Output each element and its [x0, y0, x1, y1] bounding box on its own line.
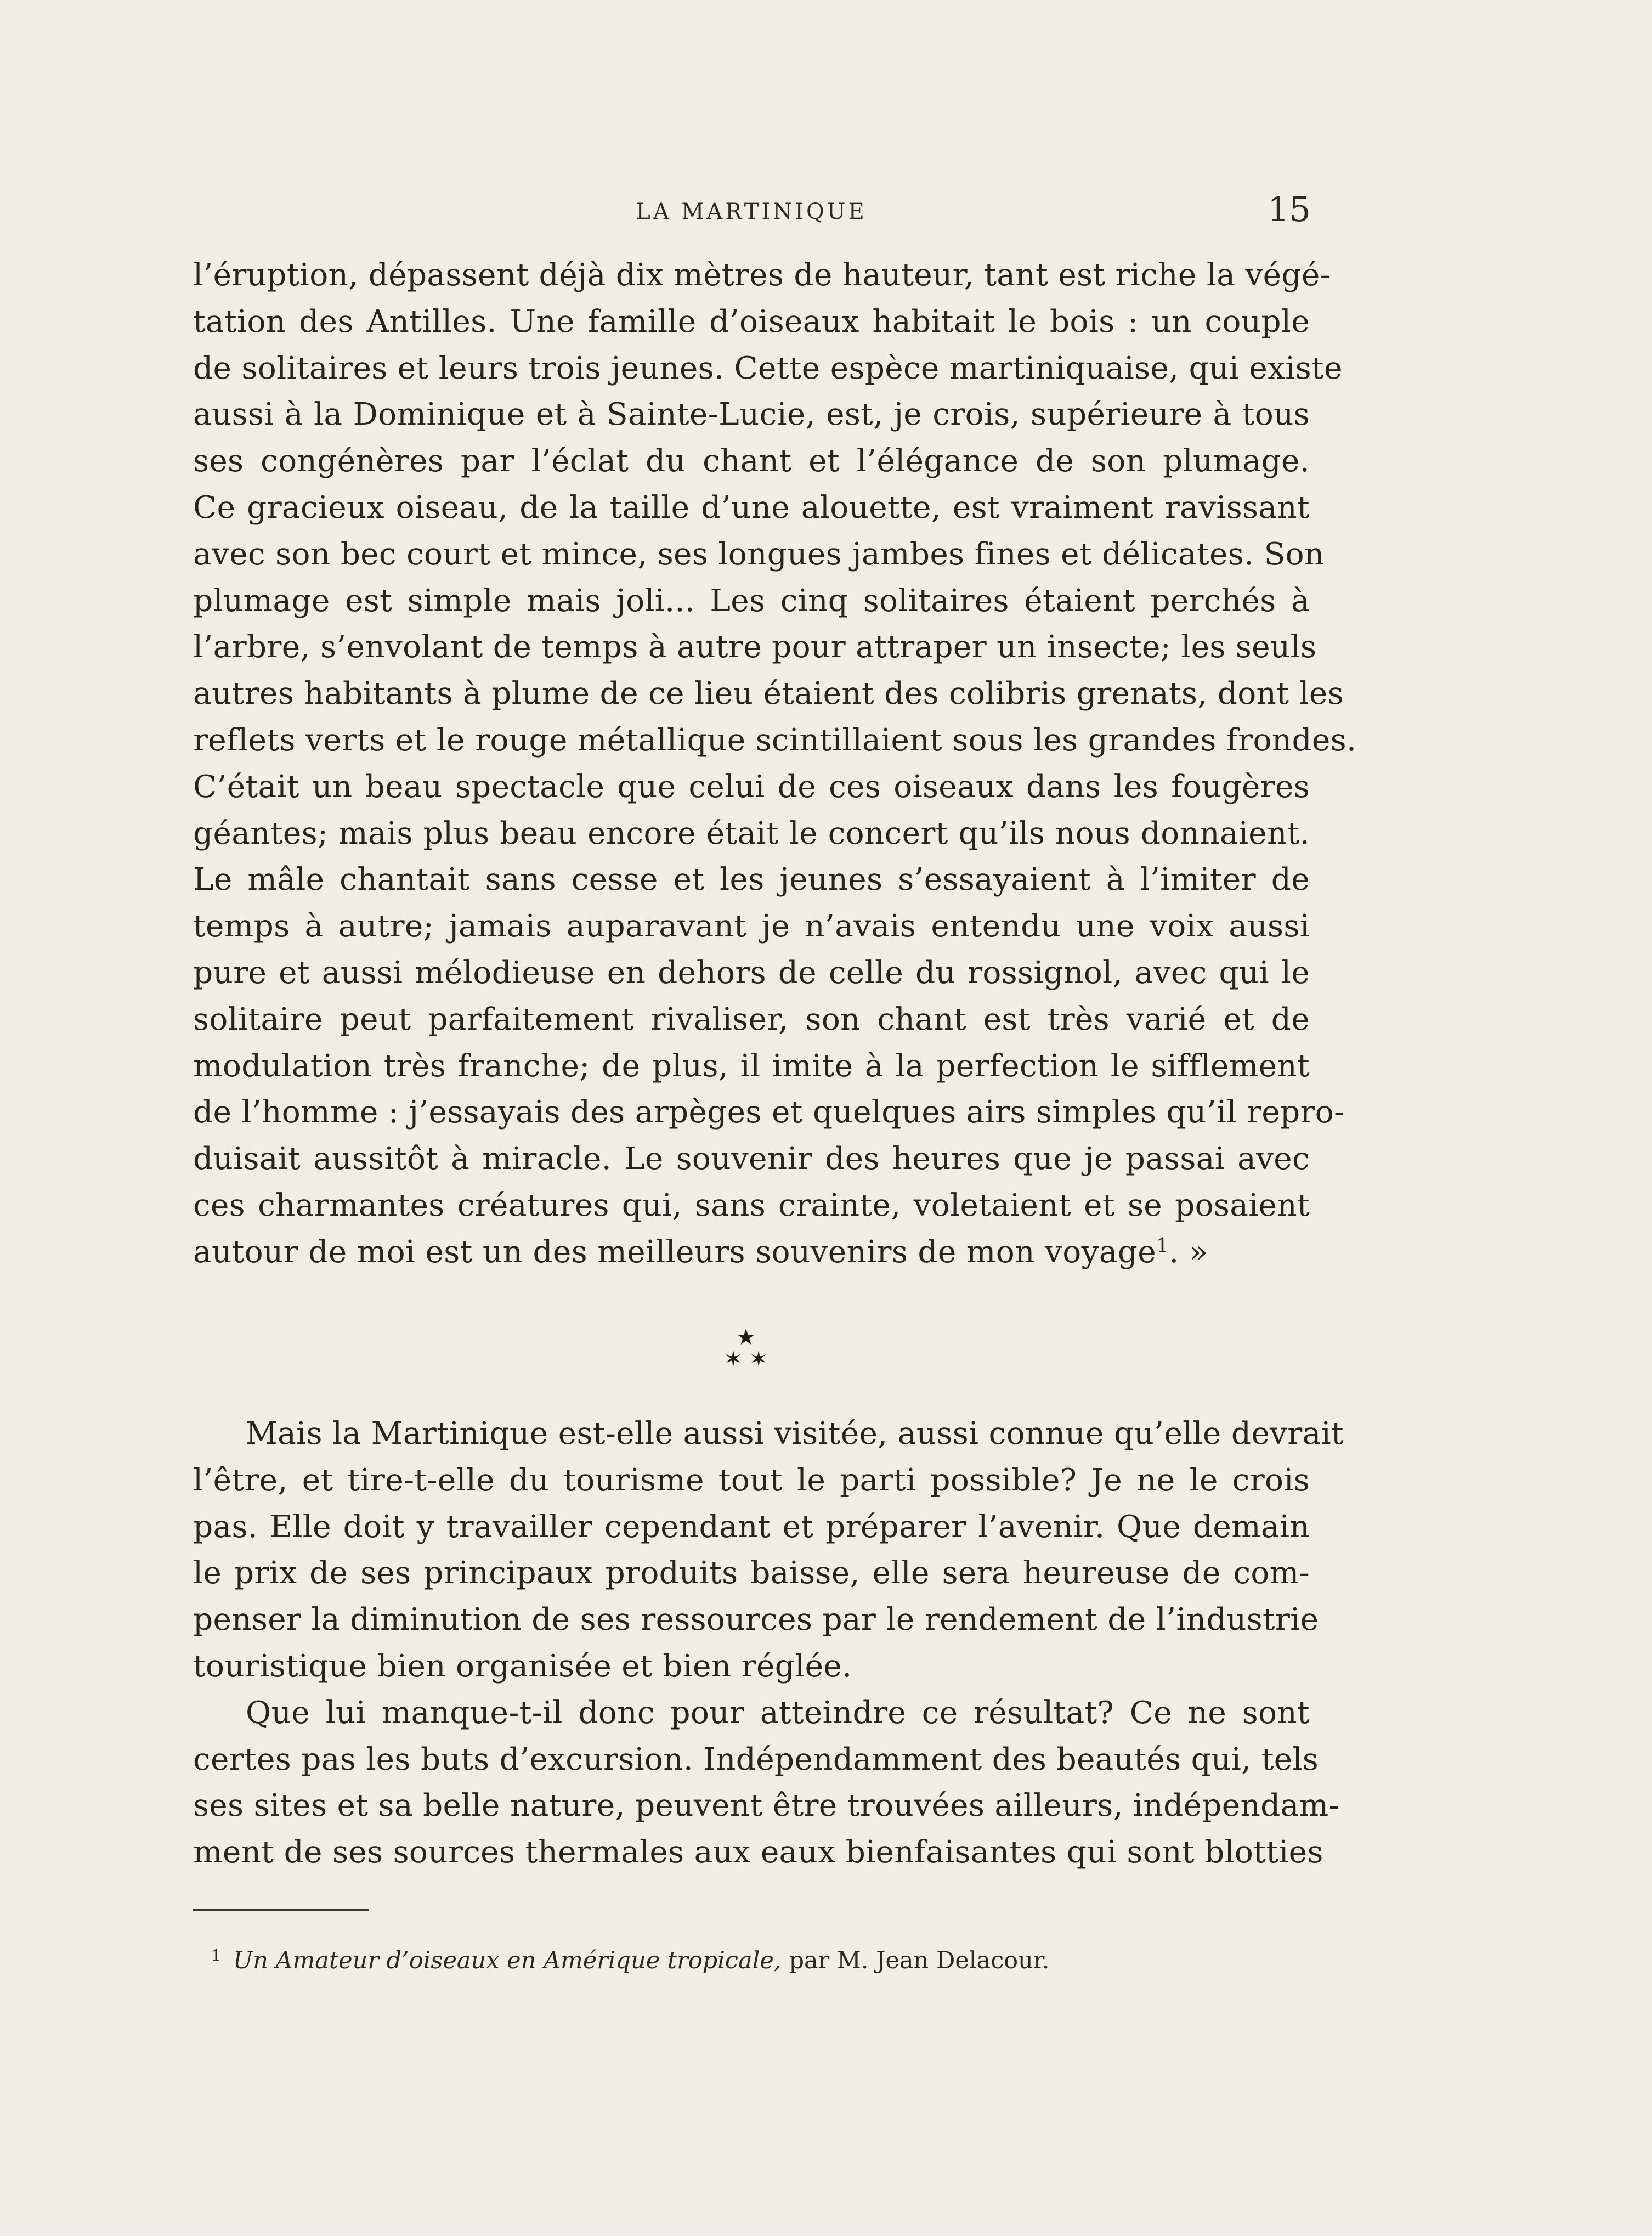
- footnote-reference[interactable]: 1: [1156, 1234, 1169, 1257]
- closing-quote: . »: [1169, 1234, 1208, 1270]
- footnote-divider: [193, 1909, 369, 1911]
- text-line: le prix de ses principaux produits baisse, elle sera heureuse de com-: [193, 1555, 1310, 1591]
- asterism-stars-bottom: ✶ ✶: [724, 1347, 768, 1372]
- paragraph-quote: [193, 252, 1357, 1276]
- text-line: plumage est simple mais joli... Les cinq solitaires étaient perchés à: [193, 583, 1310, 619]
- asterism-star-top: ★: [736, 1325, 756, 1350]
- text-line: Mais la Martinique est-elle aussi visitée, aussi connue qu’elle devrait: [246, 1416, 1344, 1452]
- text-line: modulation très franche; de plus, il imite à la perfection le sifflement: [193, 1048, 1310, 1084]
- text-line: tation des Antilles. Une famille d’oiseaux habitait le bois : un couple: [193, 303, 1310, 340]
- text-line: ses congénères par l’éclat du chant et l’élégance de son plumage.: [193, 443, 1310, 479]
- text-line: solitaire peut parfaitement rivaliser, son chant est très varié et de: [193, 1001, 1310, 1037]
- footnote: [211, 1946, 1049, 1974]
- text-line: l’éruption, dépassent déjà dix mètres de hauteur, tant est riche la végé-: [193, 257, 1331, 293]
- text-line: duisait aussitôt à miracle. Le souvenir des heures que je passai avec: [193, 1141, 1310, 1177]
- running-header: [192, 189, 1311, 233]
- text-line: touristique bien organisée et bien réglée.: [193, 1648, 852, 1684]
- text-line: Que lui manque-t-il donc pour atteindre ce résultat? Ce ne sont: [246, 1695, 1310, 1731]
- text-line-last: [193, 1229, 1310, 1276]
- text-line-content: autour de moi est un des meilleurs souvenirs de mon voyage: [193, 1234, 1156, 1270]
- footnote-book-title: Un Amateur d’oiseaux en Amérique tropicale,: [233, 1947, 782, 1974]
- text-line: reflets verts et le rouge métallique scintillaient sous les grandes frondes.: [193, 722, 1357, 758]
- text-line: ces charmantes créatures qui, sans crainte, voletaient et se posaient: [193, 1187, 1310, 1223]
- text-line: pure et aussi mélodieuse en dehors de celle du rossignol, avec qui le: [193, 955, 1310, 991]
- footnote-marker: 1: [211, 1946, 221, 1964]
- text-line: autres habitants à plume de ce lieu étaient des colibris grenats, dont les: [193, 676, 1344, 712]
- text-line: temps à autre; jamais auparavant je n’avais entendu une voix aussi: [193, 908, 1310, 945]
- text-line: de solitaires et leurs trois jeunes. Cette espèce martiniquaise, qui existe: [193, 350, 1343, 386]
- text-line: pas. Elle doit y travailler cependant et préparer l’avenir. Que demain: [193, 1509, 1310, 1545]
- text-line: ment de ses sources thermales aux eaux bienfaisantes qui sont blotties: [193, 1834, 1323, 1871]
- text-line: Le mâle chantait sans cesse et les jeunes s’essayaient à l’imiter de: [193, 862, 1310, 898]
- asterism-divider: [702, 1326, 790, 1387]
- text-line: aussi à la Dominique et à Sainte-Lucie, est, je crois, supérieure à tous: [193, 397, 1310, 433]
- text-line: certes pas les buts d’excursion. Indépendamment des beautés qui, tels: [193, 1741, 1319, 1777]
- paragraph-tourism: [193, 1411, 1344, 1876]
- text-line: Ce gracieux oiseau, de la taille d’une alouette, est vraiment ravissant: [193, 489, 1310, 526]
- footnote-author: par M. Jean Delacour.: [789, 1947, 1050, 1974]
- text-line: géantes; mais plus beau encore était le concert qu’ils nous donnaient.: [193, 815, 1310, 851]
- text-line: l’arbre, s’envolant de temps à autre pour attraper un insecte; les seuls: [193, 629, 1317, 665]
- page-number: 15: [1268, 189, 1311, 229]
- text-line: C’était un beau spectacle que celui de ces oiseaux dans les fougères: [193, 769, 1310, 805]
- text-line: penser la diminution de ses ressources par le rendement de l’industrie: [193, 1602, 1319, 1638]
- text-line: de l’homme : j’essayais des arpèges et quelques airs simples qu’il repro-: [193, 1094, 1345, 1131]
- text-line: ses sites et sa belle nature, peuvent être trouvées ailleurs, indépendam-: [193, 1788, 1339, 1824]
- text-line: avec son bec court et mince, ses longues jambes fines et délicates. Son: [193, 536, 1325, 572]
- header-title: LA MARTINIQUE: [636, 199, 867, 224]
- text-line: l’être, et tire-t-elle du tourisme tout le parti possible? Je ne le crois: [193, 1462, 1310, 1498]
